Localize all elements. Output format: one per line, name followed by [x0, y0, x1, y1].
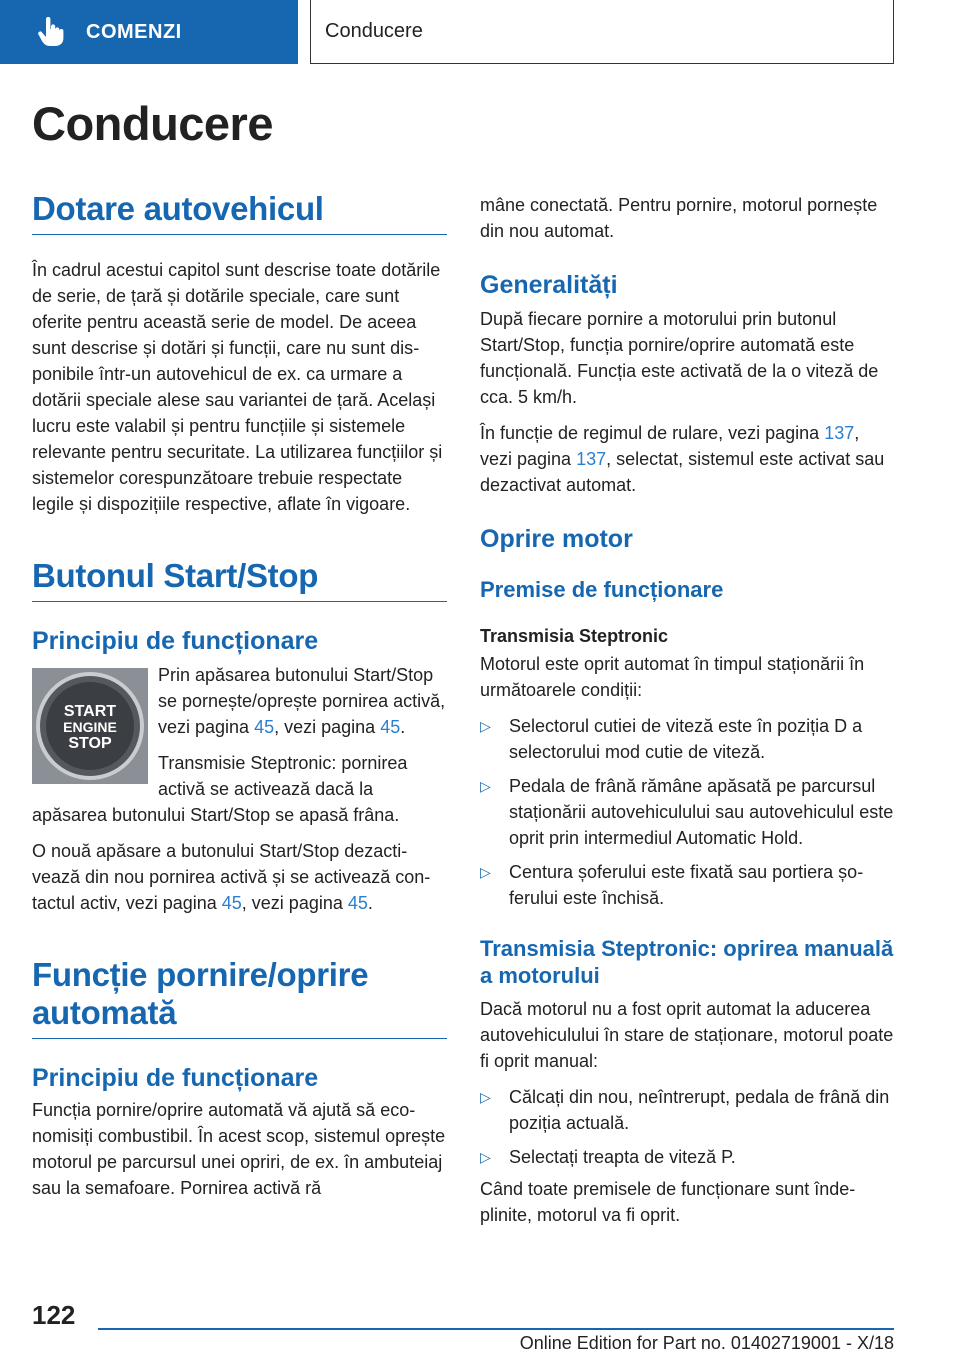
page-number: 122	[32, 1300, 76, 1330]
section-tab[interactable]	[310, 0, 894, 64]
list-item-text: Călcați din nou, neîntrerupt, pedala de frână din poziția actuală.	[509, 1086, 890, 1133]
list-item	[480, 1144, 895, 1170]
section-tab-label: Conducere	[325, 20, 423, 42]
transmisia-intro: Motorul este oprit automat în timpul staționării în următoarele condiții:	[480, 653, 865, 700]
triangle-bullet-icon: ▷	[480, 777, 491, 794]
button-text-engine: ENGINE	[63, 718, 117, 735]
dotare-paragraph: În cadrul acestui capitol sunt descrise toate dotările de serie, de țară și dotările speciale, care sunt oferite pentru această serie de model. De aceea sunt descrise și dotări și funcții, care nu sunt disponibile într-un autovehicul de ex. ca urmare a dotării speciale alese sau variantei de țară. Același lucru este valabil și pentru funcțiile și sistemele relevante pentru securitate. La utilizarea funcțiilor și sistemelor corespunzătoare trebuie respectate legile și dispozițiile respective, aflate în vigoare.	[32, 259, 443, 514]
list-item	[480, 1084, 895, 1136]
list-item-text: Pedala de frână rămâne apăsată pe parcursul staționării autovehiculului sau autovehiculul este oprit prin intermediul Automatic Hold.	[509, 775, 894, 848]
heading-premise: Premise de funcționare	[480, 577, 724, 602]
footer-edition: Online Edition for Part no. 01402719001 - X/18	[519, 1333, 894, 1353]
page-title: Conducere	[32, 97, 273, 150]
final-paragraph: Când toate premisele de funcționare sunt îndeplinite, motorul va fi oprit.	[480, 1178, 856, 1225]
text-run: , vezi pagina	[274, 716, 381, 737]
button-text-stop: STOP	[68, 734, 112, 752]
left-column	[32, 190, 447, 1201]
list-item	[480, 773, 895, 851]
subheading-principiu-2: Principiu de funcționare	[32, 1063, 319, 1092]
page-link-45[interactable]: 45	[347, 892, 368, 913]
text-run: .	[367, 892, 373, 913]
heading-generalitati: Generalități	[480, 271, 618, 299]
text-run: În funcție de regimul de rulare, vezi pagina	[480, 423, 825, 443]
start-stop-p3	[32, 838, 447, 916]
triangle-bullet-icon: ▷	[480, 1148, 491, 1165]
generalitati-p1: După fiecare pornire a motorului prin butonul Start/Stop, funcția pornire/oprire automată este funcțională. Funcția este activată de la o viteză de cca. 5 km/h.	[480, 309, 879, 407]
list-item-text: Selectați treapta de viteză P.	[509, 1146, 736, 1167]
heading-dotare-autovehicul: Dotare autovehicul	[32, 190, 447, 235]
conditions-list	[480, 713, 895, 911]
heading-functie-pornire-oprire: Funcție pornire/oprire automată	[32, 956, 447, 1039]
heading-transmisia-steptronic: Transmisia Steptronic	[480, 625, 669, 646]
subheading-principiu-1: Principiu de funcționare	[32, 626, 319, 655]
page-link-45[interactable]: 45	[221, 892, 242, 913]
commands-tab-label: COMENZI	[86, 20, 182, 43]
footer-divider	[98, 1328, 894, 1330]
manual-steps-list	[480, 1084, 895, 1170]
manual-intro: Dacă motorul nu a fost oprit automat la aducerea autovehiculului în stare de staționare, motorul poate fi oprit manual:	[480, 998, 894, 1071]
pointing-hand-icon	[38, 17, 64, 47]
list-item-text: Centura șoferului este fixată sau portiera șoferului este închisă.	[509, 861, 864, 908]
start-engine-stop-button-image	[32, 668, 148, 784]
start-stop-p2: Transmisie Steptronic: pornirea activă se activează dacă la apăsarea butonului Start/Stop se apasă frâna.	[32, 752, 408, 825]
triangle-bullet-icon: ▷	[480, 1088, 491, 1105]
list-item	[480, 859, 895, 911]
heading-oprire-manuala: Transmisia Steptronic: oprirea manuală a motorului	[480, 935, 894, 988]
triangle-bullet-icon: ▷	[480, 863, 491, 880]
triangle-bullet-icon: ▷	[480, 717, 491, 734]
page-link-45[interactable]: 45	[254, 716, 275, 737]
text-run: O nouă apăsare a butonului Start/Stop dezactivează din nou pornirea activă și se activează contactul activ, vezi pagina	[32, 840, 431, 913]
generalitati-p2	[480, 420, 895, 498]
start-stop-block	[32, 662, 447, 916]
right-column	[480, 192, 895, 1228]
text-run: Prin apăsarea butonului Start/Stop se pornește/oprește pornirea activă, vezi pagina	[158, 664, 446, 737]
page-link-45[interactable]: 45	[380, 716, 401, 737]
page-link-137[interactable]: 137	[576, 449, 607, 469]
commands-tab[interactable]	[0, 0, 298, 64]
button-text-start: START	[63, 702, 117, 720]
list-item-text: Selectorul cutiei de viteză este în poziția D a selectorului mod cutie de viteză.	[509, 715, 863, 762]
heading-oprire-motor: Oprire motor	[480, 525, 633, 553]
text-run: .	[400, 716, 406, 737]
page-link-137[interactable]: 137	[824, 423, 855, 443]
continuation-paragraph: mâne conectată. Pentru pornire, motorul pornește din nou automat.	[480, 195, 878, 241]
text-run: , vezi pagina	[480, 423, 860, 469]
list-item	[480, 713, 895, 765]
heading-butonul-start-stop: Butonul Start/Stop	[32, 557, 447, 602]
text-run: , selectat, sistemul este activat sau dezactivat automat.	[480, 449, 885, 495]
text-run: , vezi pagina	[241, 892, 348, 913]
functie-paragraph: Funcția pornire/oprire automată vă ajută să economisiți combustibil. În acest scop, sistemul oprește motorul pe parcursul unei opriri, de ex. în ambuteiaj sau la semafoare. Pornirea activă ră	[32, 1099, 446, 1198]
